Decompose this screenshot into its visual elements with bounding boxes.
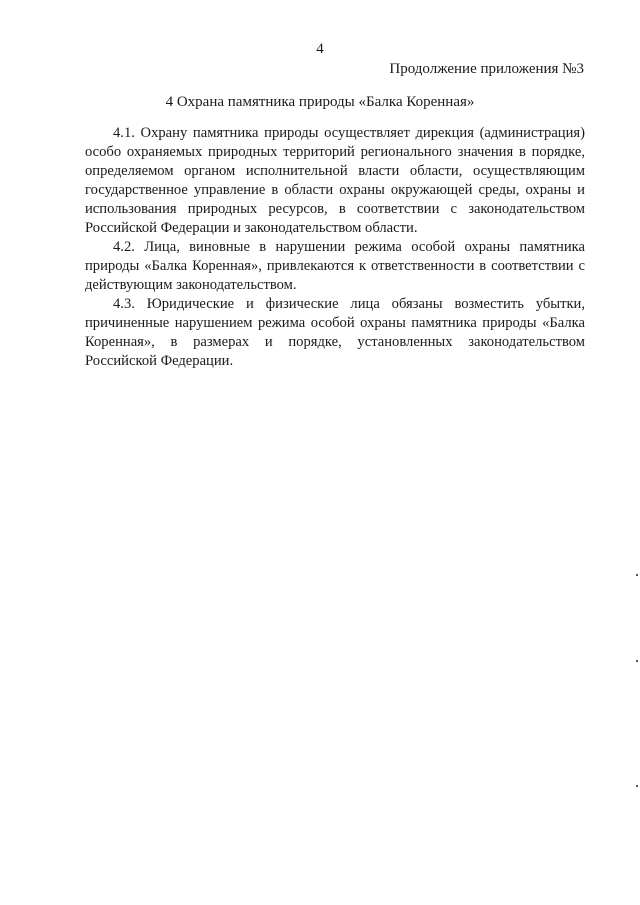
section-body bbox=[85, 124, 585, 371]
scan-edge-mark bbox=[636, 660, 638, 662]
paragraph-4-1: 4.1. Охрану памятника природы осуществляет дирекция (администрация) особо охраняемых природных территорий регионального значения в порядке, определяемом органом исполнительной власти области, осуществляющим государственное управление в области охраны окружающей среды, охраны и использования природных ресурсов, в соответствии с законодательством Российской Федерации и законодательством области. bbox=[85, 125, 585, 236]
appendix-note: Продолжение приложения №3 bbox=[389, 61, 584, 77]
scan-edge-mark bbox=[636, 785, 638, 787]
page-number: 4 bbox=[316, 41, 324, 57]
scan-edge-mark bbox=[636, 574, 638, 576]
paragraph-4-2: 4.2. Лица, виновные в нарушении режима особой охраны памятника природы «Балка Коренная», привлекаются к ответственности в соответствии с действующим законодательством. bbox=[85, 239, 585, 293]
section-title: 4 Охрана памятника природы «Балка Коренная» bbox=[165, 94, 475, 110]
paragraph-4-3: 4.3. Юридические и физические лица обязаны возместить убытки, причиненные нарушением режима особой охраны памятника природы «Балка Коренная», в размерах и порядке, установленных законодательством Российской Федерации. bbox=[85, 296, 585, 369]
